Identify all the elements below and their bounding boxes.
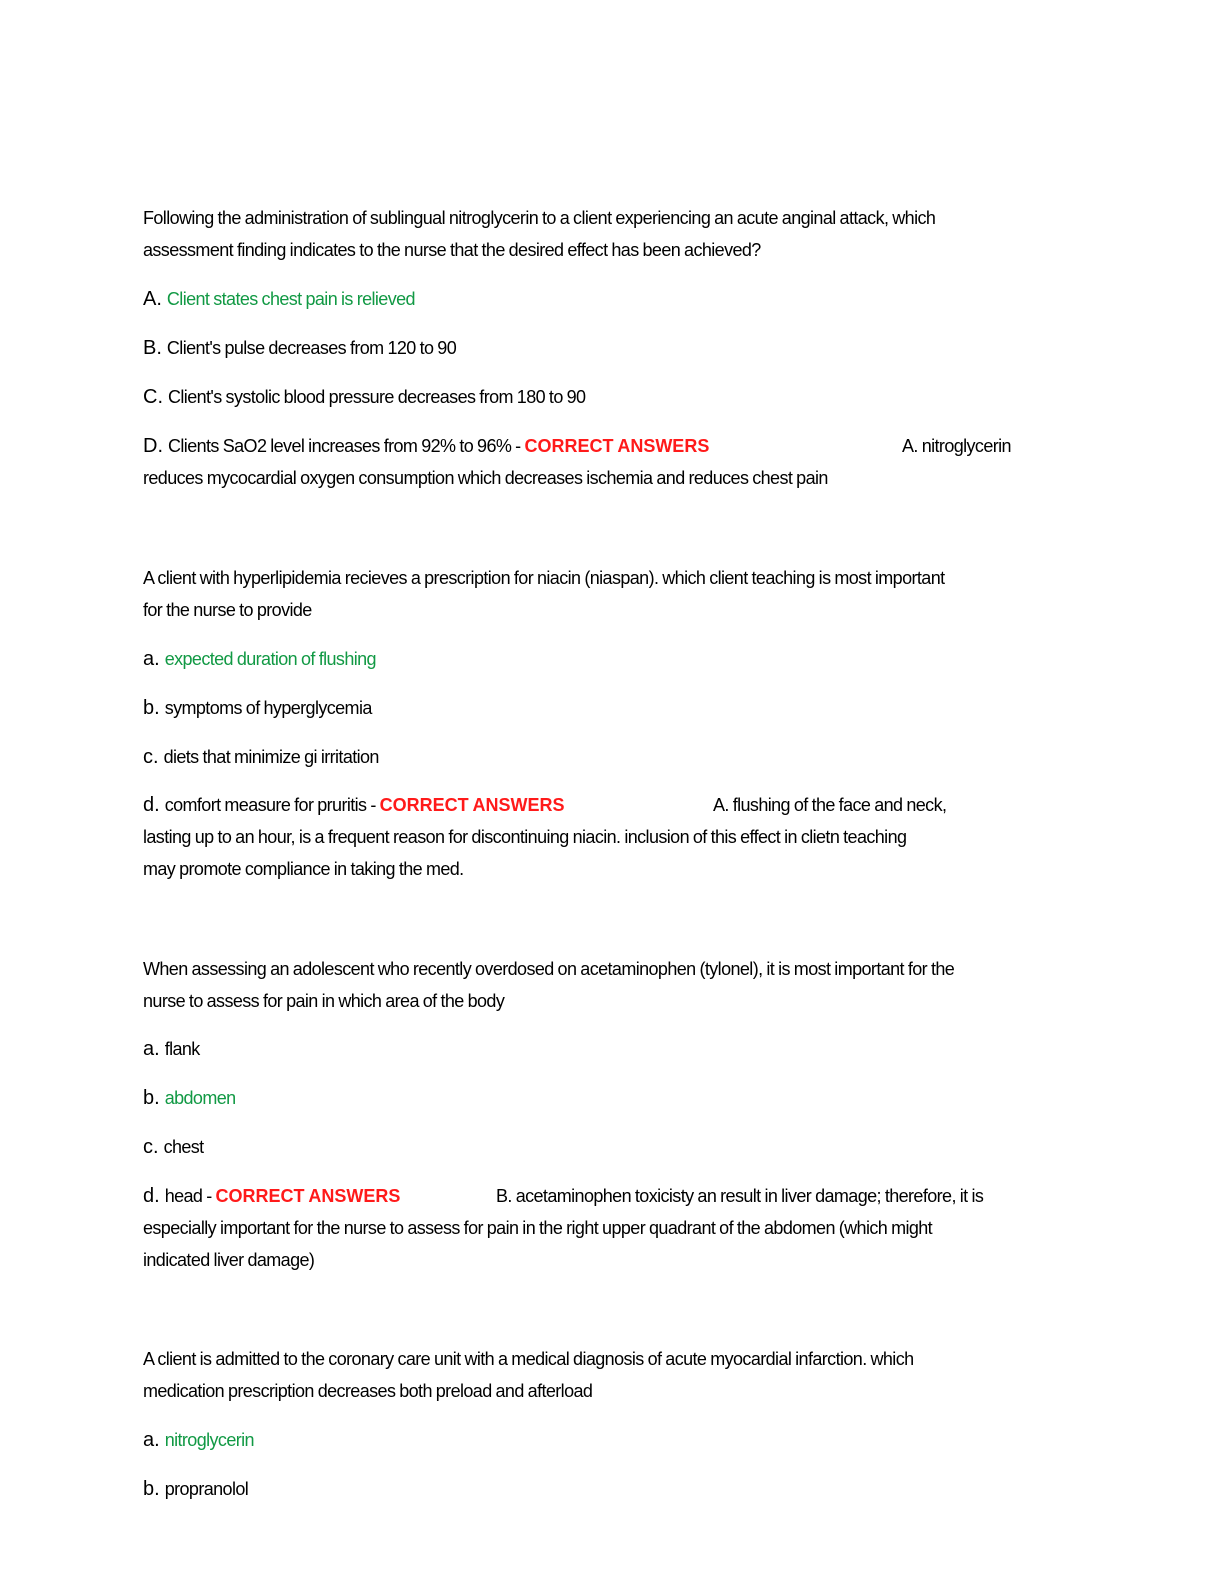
option-text-correct: Client states chest pain is relieved xyxy=(166,289,415,309)
question-3-stem-line-1: When assessing an adolescent who recently overdosed on acetaminophen (tylonel), it is most important for the xyxy=(143,959,955,979)
question-1-option-c xyxy=(143,386,585,408)
option-letter: a. xyxy=(143,648,160,670)
question-3-rationale-line-1: especially important for the nurse to assess for pain in the right upper quadrant of the abdomen (which might xyxy=(143,1218,933,1238)
option-text-correct: expected duration of flushing xyxy=(164,649,376,669)
correct-answers-label: CORRECT ANSWERS xyxy=(524,436,710,456)
option-letter: c. xyxy=(143,1136,159,1158)
option-text: head - xyxy=(164,1186,216,1206)
question-2-option-c xyxy=(143,746,379,768)
question-4-stem-line-1: A client is admitted to the coronary care unit with a medical diagnosis of acute myocardial infarction. which xyxy=(143,1349,914,1369)
option-letter: B. xyxy=(143,337,162,359)
question-2-rationale-line-2: may promote compliance in taking the med. xyxy=(143,859,464,879)
option-text-correct: nitroglycerin xyxy=(164,1430,254,1450)
correct-answers-label: CORRECT ANSWERS xyxy=(215,1186,401,1206)
question-2-option-d xyxy=(143,794,565,816)
option-text: flank xyxy=(164,1039,200,1059)
option-text: Client's systolic blood pressure decreases from 180 to 90 xyxy=(168,387,586,407)
question-4-stem-line-2: medication prescription decreases both preload and afterload xyxy=(143,1381,593,1401)
option-letter: c. xyxy=(143,746,159,768)
question-1-stem-line-2: assessment finding indicates to the nurse that the desired effect has been achieved? xyxy=(143,240,761,260)
option-letter: d. xyxy=(143,1185,160,1207)
question-1-option-a xyxy=(143,288,415,310)
question-2-option-b xyxy=(143,697,372,719)
question-3-option-c xyxy=(143,1136,204,1158)
question-1-stem-line-1: Following the administration of sublingual nitroglycerin to a client experiencing an acute anginal attack, which xyxy=(143,208,936,228)
question-3-rationale-first: B. acetaminophen toxicisty an result in liver damage; therefore, it is xyxy=(496,1186,984,1206)
question-3-rationale-line-2: indicated liver damage) xyxy=(143,1250,315,1270)
question-4-option-b xyxy=(143,1478,248,1500)
option-letter: D. xyxy=(143,435,163,457)
option-text: Client's pulse decreases from 120 to 90 xyxy=(166,338,457,358)
option-text: symptoms of hyperglycemia xyxy=(164,698,372,718)
option-letter: b. xyxy=(143,697,160,719)
option-letter: a. xyxy=(143,1038,160,1060)
option-text: propranolol xyxy=(164,1479,249,1499)
question-3-option-a xyxy=(143,1038,200,1060)
option-letter: b. xyxy=(143,1087,160,1109)
option-text: chest xyxy=(163,1137,204,1157)
question-2-rationale-first: A. flushing of the face and neck, xyxy=(713,795,947,815)
question-2-rationale-line-1: lasting up to an hour, is a frequent reason for discontinuing niacin. inclusion of this effect in clietn teaching xyxy=(143,827,907,847)
question-2-stem-line-1: A client with hyperlipidemia recieves a prescription for niacin (niaspan). which client teaching is most important xyxy=(143,568,945,588)
question-1-option-d xyxy=(143,435,709,457)
question-1-rationale-first: A. nitroglycerin xyxy=(902,436,1011,456)
option-text: comfort measure for pruritis - xyxy=(164,795,380,815)
question-1-option-b xyxy=(143,337,456,359)
option-letter: A. xyxy=(143,288,162,310)
question-1-rationale-line-1: reduces mycocardial oxygen consumption which decreases ischemia and reduces chest pain xyxy=(143,468,828,488)
question-2-option-a xyxy=(143,648,376,670)
question-3-option-d xyxy=(143,1185,400,1207)
question-3-option-b xyxy=(143,1087,236,1109)
option-text-correct: abdomen xyxy=(164,1088,236,1108)
option-letter: d. xyxy=(143,794,160,816)
correct-answers-label: CORRECT ANSWERS xyxy=(379,795,565,815)
question-4-option-a xyxy=(143,1429,254,1451)
option-letter: a. xyxy=(143,1429,160,1451)
option-letter: b. xyxy=(143,1478,160,1500)
option-text: Clients SaO2 level increases from 92% to 96% - xyxy=(168,436,525,456)
option-letter: C. xyxy=(143,386,163,408)
option-text: diets that minimize gi irritation xyxy=(163,747,379,767)
question-2-stem-line-2: for the nurse to provide xyxy=(143,600,312,620)
question-3-stem-line-2: nurse to assess for pain in which area of the body xyxy=(143,991,505,1011)
